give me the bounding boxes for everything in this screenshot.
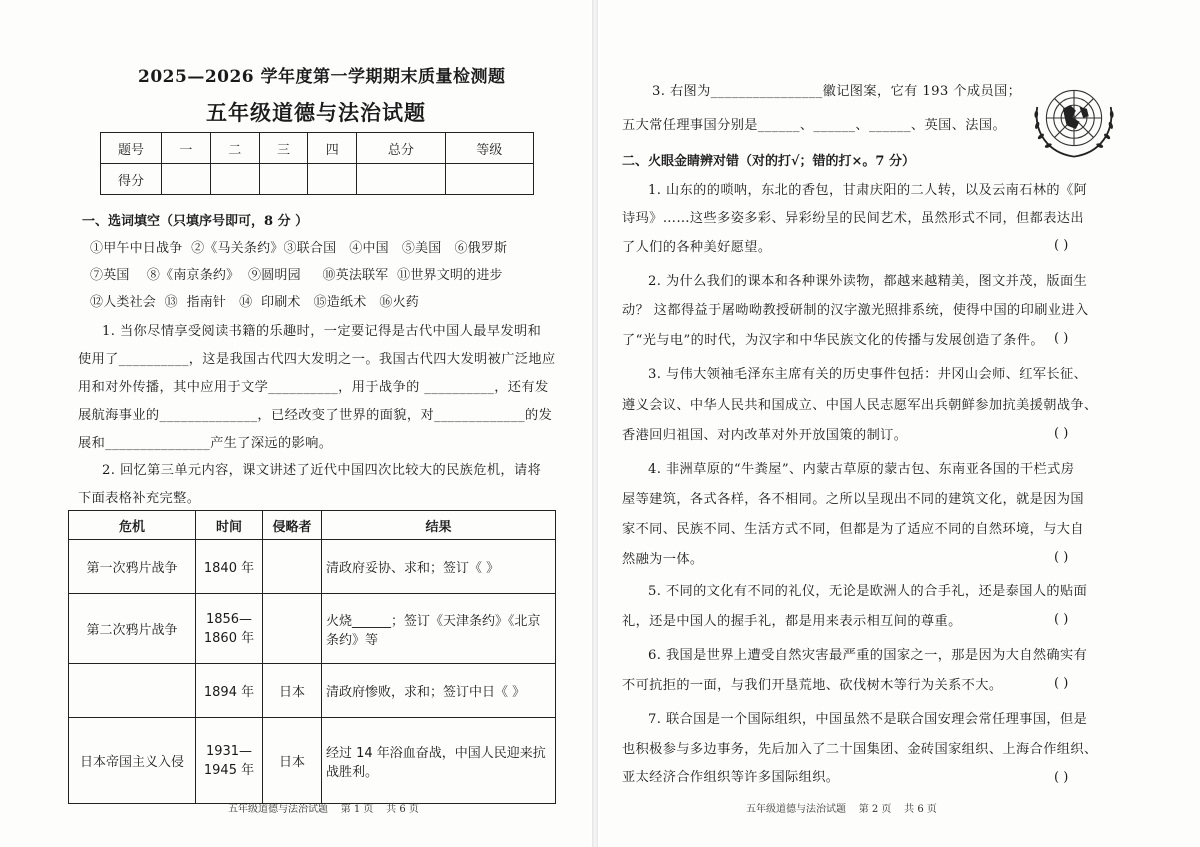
crisis-name-cell: 第二次鸦片战争 <box>69 594 196 664</box>
page-fold <box>592 0 598 847</box>
left-page <box>0 0 590 847</box>
crisis-header-cell: 危机 <box>69 511 196 540</box>
statement-text: 诗玛》……这些多姿多彩、异彩纷呈的民间艺术，虽然形式不同，但都表达出 <box>622 211 1084 226</box>
statement-text: 3. 与伟大领袖毛泽东主席有关的历史事件包括：井冈山会师、红军长征、 <box>648 367 1088 382</box>
crisis-result-cell: 清政府妥协、求和；签订《 》 <box>322 540 556 594</box>
statement-text: 也积极参与多边事务，先后加入了二十国集团、金砖国家组织、上海合作组织、 <box>622 742 1098 757</box>
score-cell[interactable] <box>308 164 357 195</box>
crisis-name-cell: 日本帝国主义入侵 <box>69 718 196 804</box>
score-cell[interactable] <box>445 164 533 195</box>
statement-text: 4. 非洲草原的“牛粪屋”、内蒙古草原的蒙古包、东南亚各国的干栏式房 <box>648 462 1075 477</box>
question-text: 1. 当你尽情享受阅读书籍的乐趣时，一定要记得是古代中国人最早发明和 <box>102 324 542 339</box>
question-text: 用和对外传播，其中应用于文学__________，用于战争的 __________，还有发 <box>78 380 549 395</box>
statement-text: 亚太经济合作组织等许多国际组织。 <box>622 770 840 785</box>
statement-text: 了“光与电”的时代，为汉字和中华民族文化的传播与发展创造了条件。 <box>622 333 1044 348</box>
crisis-result-cell: 清政府惨败，求和；签订中日《 》 <box>322 664 556 718</box>
question-text: 2. 回忆第三单元内容，课文讲述了近代中国四次比较大的民族危机，请将 <box>102 463 542 478</box>
statement-text: 不可抗拒的一面，与我们开垦荒地、砍伐树木等行为关系不大。 <box>622 678 1003 693</box>
answer-parenthesis[interactable]: ( ) <box>1054 550 1069 565</box>
statement-text: 然融为一体。 <box>622 552 704 567</box>
question-text: 使用了__________，这是我国古代四大发明之一。我国古代四大发明被广泛地应 <box>78 352 556 367</box>
crisis-header-cell: 时间 <box>196 511 263 540</box>
un-emblem-icon <box>1028 72 1120 164</box>
section1-heading: 一、选词填空（只填序号即可，8 分 ） <box>82 214 309 229</box>
crisis-table <box>68 510 556 804</box>
page-footer: 五年级道德与法治试题 第 1 页 共 6 页 <box>228 804 419 815</box>
score-header-cell: 等级 <box>445 133 533 164</box>
statement-text: 2. 为什么我们的课本和各种课外读物，都越来越精美，图文并茂，版面生 <box>648 274 1088 289</box>
question-text: 3. 右图为________________徽记图案，它有 193 个成员国； <box>652 84 1022 99</box>
section2-heading: 二、火眼金睛辨对错（对的打√；错的打×。7 分） <box>622 154 916 169</box>
score-table <box>100 132 534 195</box>
crisis-time-cell: 1856— 1860 年 <box>196 594 263 664</box>
crisis-time-cell: 1931— 1945 年 <box>196 718 263 804</box>
crisis-time-cell: 1840 年 <box>196 540 263 594</box>
statement-text: 遵义会议、中华人民共和国成立、中国人民志愿军出兵朝鲜参加抗美援朝战争、 <box>622 398 1098 413</box>
exam-year-title: 2025—2026 学年度第一学期期末质量检测题 <box>138 67 506 87</box>
crisis-invader-cell[interactable] <box>263 540 322 594</box>
crisis-time-cell: 1894 年 <box>196 664 263 718</box>
score-header-cell: 题号 <box>101 133 162 164</box>
statement-text: 1. 山东的的唢呐，东北的香包，甘肃庆阳的二人转，以及云南石林的《阿 <box>648 183 1088 198</box>
score-header-cell: 总分 <box>357 133 445 164</box>
crisis-header-cell: 侵略者 <box>263 511 322 540</box>
score-header-cell: 三 <box>259 133 308 164</box>
statement-text: 家不同、民族不同、生活方式不同，但都是为了适应不同的自然环境，与大自 <box>622 522 1084 537</box>
statement-text: 香港回归祖国、对内改革对外开放国策的制订。 <box>622 428 908 443</box>
answer-parenthesis[interactable]: ( ) <box>1054 331 1069 346</box>
question-text: 展和_______________产生了深远的影响。 <box>78 436 333 451</box>
score-cell[interactable] <box>357 164 445 195</box>
score-cell[interactable] <box>162 164 211 195</box>
crisis-name-cell[interactable] <box>69 664 196 718</box>
crisis-invader-cell: 日本 <box>263 718 322 804</box>
options-row: ⑦英国 ⑧《南京条约》 ⑨圆明园 ⑩英法联军 ⑪世界文明的进步 <box>90 268 503 283</box>
score-cell[interactable] <box>259 164 308 195</box>
crisis-name-cell: 第一次鸦片战争 <box>69 540 196 594</box>
statement-text: 动？ 这都得益于屠呦呦教授研制的汉字激光照排系统，使得中国的印刷业进入 <box>622 303 1089 318</box>
statement-text: 屋等建筑，各式各样，各不相同。之所以呈现出不同的建筑文化，就是因为国 <box>622 492 1084 507</box>
score-header-cell: 一 <box>162 133 211 164</box>
statement-text: 了人们的各种美好愿望。 <box>622 240 772 255</box>
page-footer: 五年级道德与法治试题 第 2 页 共 6 页 <box>746 804 937 815</box>
statement-text: 礼，还是中国人的握手礼，都是用来表示相互间的尊重。 <box>622 614 962 629</box>
crisis-invader-cell[interactable] <box>263 594 322 664</box>
options-row: ⑫人类社会 ⑬ 指南针 ⑭ 印刷术 ⑮造纸术 ⑯火药 <box>90 295 419 310</box>
statement-text: 6. 我国是世界上遭受自然灾害最严重的国家之一，那是因为大自然确实有 <box>648 648 1088 663</box>
statement-text: 5. 不同的文化有不同的礼仪，无论是欧洲人的合手礼，还是泰国人的贴面 <box>648 584 1088 599</box>
question-text: 五大常任理事国分别是______、______、______、英国、法国。 <box>622 118 1007 133</box>
crisis-result-cell: 火烧______；签订《天津条约》《北京条约》等 <box>322 594 556 664</box>
options-row: ①甲午中日战争 ②《马关条约》③联合国 ④中国 ⑤美国 ⑥俄罗斯 <box>90 241 508 256</box>
score-header-cell: 二 <box>210 133 259 164</box>
score-cell[interactable] <box>210 164 259 195</box>
answer-parenthesis[interactable]: ( ) <box>1054 676 1069 691</box>
answer-parenthesis[interactable]: ( ) <box>1054 612 1069 627</box>
answer-parenthesis[interactable]: ( ) <box>1054 238 1069 253</box>
score-row-label: 得分 <box>101 164 162 195</box>
crisis-result-cell: 经过 14 年浴血奋战，中国人民迎来抗战胜利。 <box>322 718 556 804</box>
answer-parenthesis[interactable]: ( ) <box>1054 770 1069 785</box>
crisis-header-cell: 结果 <box>322 511 556 540</box>
question-text: 展航海事业的______________，已经改变了世界的面貌，对_____________的发 <box>78 408 553 423</box>
answer-parenthesis[interactable]: ( ) <box>1054 426 1069 441</box>
statement-text: 7. 联合国是一个国际组织，中国虽然不是联合国安理会常任理事国，但是 <box>648 712 1088 727</box>
crisis-invader-cell: 日本 <box>263 664 322 718</box>
exam-title: 五年级道德与法治试题 <box>206 100 426 125</box>
question-text: 下面表格补充完整。 <box>78 491 201 506</box>
score-header-cell: 四 <box>308 133 357 164</box>
